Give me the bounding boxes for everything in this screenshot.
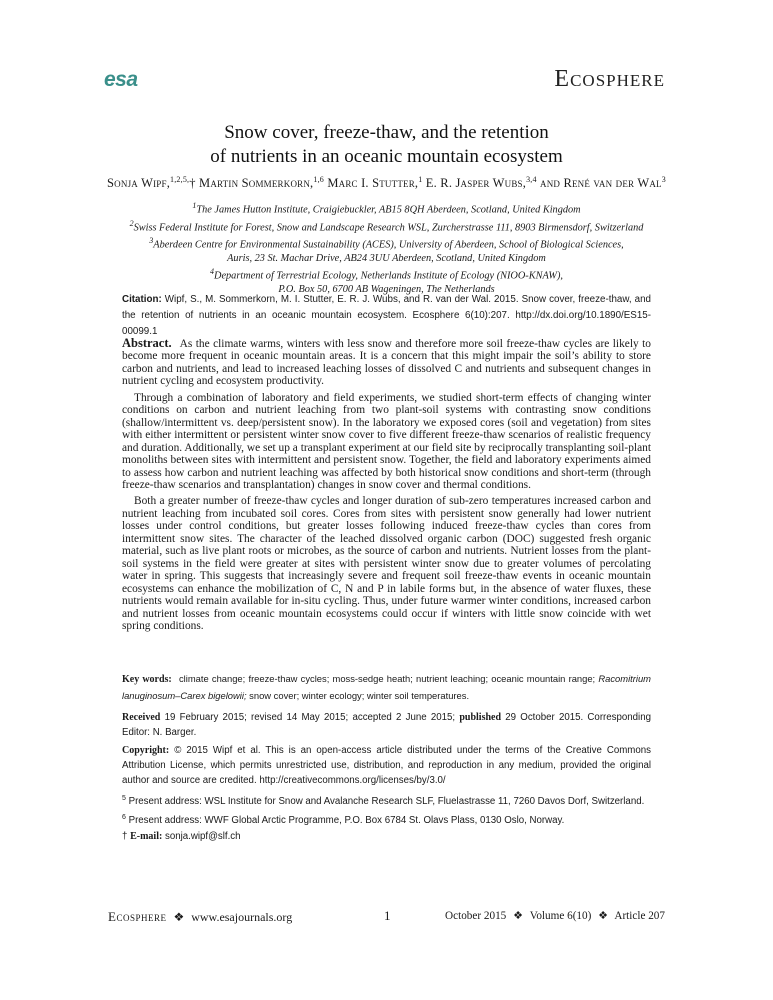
journal-name: Ecosphere	[554, 66, 665, 92]
title-line-1: Snow cover, freeze-thaw, and the retention	[224, 122, 549, 143]
abstract-paragraph: Both a greater number of freeze-thaw cycles and longer duration of sub-zero temperatures increased carbon and nutrient leaching from incubated soil cores. Cores from sites with persistent snow generally had lower nutrient losses under control conditions, but greater losses following induced freeze-thaw cycles than cores from intermittent snow sites. The character of the leached dissolved organic carbon (DOC) suggested fresh organic material, such as live plant roots or microbes, as the source of carbon and nutrients. Nutrient losses from the plant-soil systems in the field were greater at sites with persistent winter snow due to greater volumes of percolating water in spring. This suggests that increasingly severe and frequent soil freeze-thaw events in oceanic mountain ecosystems can enhance the mobilization of C, N and P in labile forms but, in the absence of water fluxes, these nutrients would remain available for in-situ cycling. Thus, under future warmer winter conditions, increased carbon and nutrient losses from oceanic mountain ecosystems could occur if winters with little snow coincide with wet spring conditions.	[122, 495, 651, 632]
affiliation: $^1$The James Hutton Institute, Craigiebuckler, AB15 8QH Aberdeen, Scotland, United Kingdom	[192, 201, 581, 216]
keywords: Key words: climate change; freeze-thaw cycles; moss-sedge heath; nutrient leaching; oceanic mountain range; Racomitrium lanuginosum–Carex bigelowii; snow cover; winter ecology; winter soil temperatures.	[122, 673, 651, 701]
affiliation: P.O. Box 50, 6700 AB Wageningen, The Netherlands	[278, 284, 495, 296]
author-list	[60, 171, 713, 192]
footer-journal: Ecosphere	[108, 909, 167, 924]
copyright-line: Copyright: © 2015 Wipf et al. This is an open-access article distributed under the terms of the Creative Commons Attribution License, which permits unrestricted use, distribution, and reproduction in any medium, provided the original author and source are credited. http://creativecommons.org/licenses/by/3.0/	[122, 744, 651, 786]
footer-date: October 2015	[445, 910, 507, 922]
separator-icon: ❖	[173, 910, 185, 924]
abstract-paragraph: Abstract. As the climate warms, winters with less snow and therefore more soil freeze-thaw cycles are likely to become more frequent in oceanic mountain areas. It is a concern that this might impair the soil’s ability to store carbon and nutrients, and lead to increased leaching losses of dissolved C and nutrients and subsequent changes in nutrient cycling and ecosystem productivity.	[122, 336, 651, 388]
footer-left	[108, 909, 292, 925]
abstract-heading: Abstract.	[122, 336, 172, 350]
esa-logo: esa	[104, 68, 138, 91]
affiliation: Auris, 23 St. Machar Drive, AB24 3UU Aberdeen, Scotland, United Kingdom	[227, 253, 546, 265]
author: E. R. Jasper Wubs,$^{3,4}$	[425, 175, 537, 191]
present-address: $^5$ Present address: WSL Institute for Snow and Avalanche Research SLF, Fluelastrasse 11, 7260 Davos Dorf, Switzerland.	[122, 794, 645, 807]
affiliation: $^2$Swiss Federal Institute for Forest, Snow and Landscape Research WSL, Zurcherstrasse 111, 8903 Birmensdorf, Switzerland	[129, 218, 644, 234]
footer-volume: Volume 6(10)	[529, 910, 592, 922]
page-number: 1	[384, 908, 391, 923]
present-address: $^6$ Present address: WWF Global Arctic Programme, P.O. Box 6784 St. Olavs Plass, 0130 Oslo, Norway.	[122, 813, 565, 826]
title-line-2: of nutrients in an oceanic mountain ecosystem	[210, 146, 563, 167]
author: Martin Sommerkorn,$^{1,6}$	[199, 175, 324, 191]
separator-icon: ❖	[598, 910, 609, 922]
separator-icon: ❖	[513, 910, 524, 922]
citation-text: Wipf, S., M. Sommerkorn, M. I. Stutter, E. R. J. Wubs, and R. van der Wal. 2015. Snow cover, freeze-thaw, and the retention of nutrients in an oceanic mountain ecosystem. Ecosphere 6(10):207. http://dx.doi.org/10.1890/ES15-00099.1	[122, 294, 651, 337]
citation	[122, 292, 651, 340]
affiliations	[80, 199, 693, 296]
footer-article: Article 207	[614, 910, 665, 922]
footer-right	[445, 909, 665, 922]
author: Sonja Wipf,$^{1,2,5,}$†	[107, 175, 196, 191]
keywords-label: Key words:	[122, 674, 172, 685]
email-line: † E-mail: sonja.wipf@slf.ch	[122, 830, 241, 842]
citation-label: Citation:	[122, 294, 162, 305]
author: and René van der Wal$^3$	[540, 175, 666, 191]
abstract-paragraph: Through a combination of laboratory and field experiments, we studied short-term effects of changing winter conditions on carbon and nutrient leaching from two plant-soil systems with contrasting snow conditions (shallow/intermittent vs. deep/persistent snow). In the laboratory we exposed cores (soil and vegetation) from sites with either intermittent or persistent winter snow cover to five different freeze-thaw scenarios of realistic frequency and duration. Additionally, we set up a transplant experiment at our field site by reciprocally transplanting soil-plant monoliths between sites with intermittent and persistent snow. Together, the field and laboratory experiments aimed to assess how carbon and nutrient leaching was affected by both historical snow conditions and short-term (through freeze-thaw scenarios and transplantation) changes in snow cover and thermal conditions.	[122, 391, 651, 491]
author: Marc I. Stutter,$^1$	[327, 175, 423, 191]
article-metadata	[122, 711, 651, 848]
received-line: Received 19 February 2015; revised 14 May 2015; accepted 2 June 2015; published 29 October 2015. Corresponding Editor: N. Barger.	[122, 712, 651, 738]
email-link[interactable]: sonja.wipf@slf.ch	[165, 830, 241, 842]
affiliation: $^3$Aberdeen Centre for Environmental Sustainability (ACES), University of Aberdeen, School of Biological Sciences,	[149, 236, 624, 251]
article-title	[80, 121, 693, 169]
affiliation: $^4$Department of Terrestrial Ecology, Netherlands Institute of Ecology (NIOO-KNAW),	[210, 267, 563, 282]
footer-website-link[interactable]: www.esajournals.org	[191, 910, 293, 924]
abstract	[122, 337, 651, 636]
